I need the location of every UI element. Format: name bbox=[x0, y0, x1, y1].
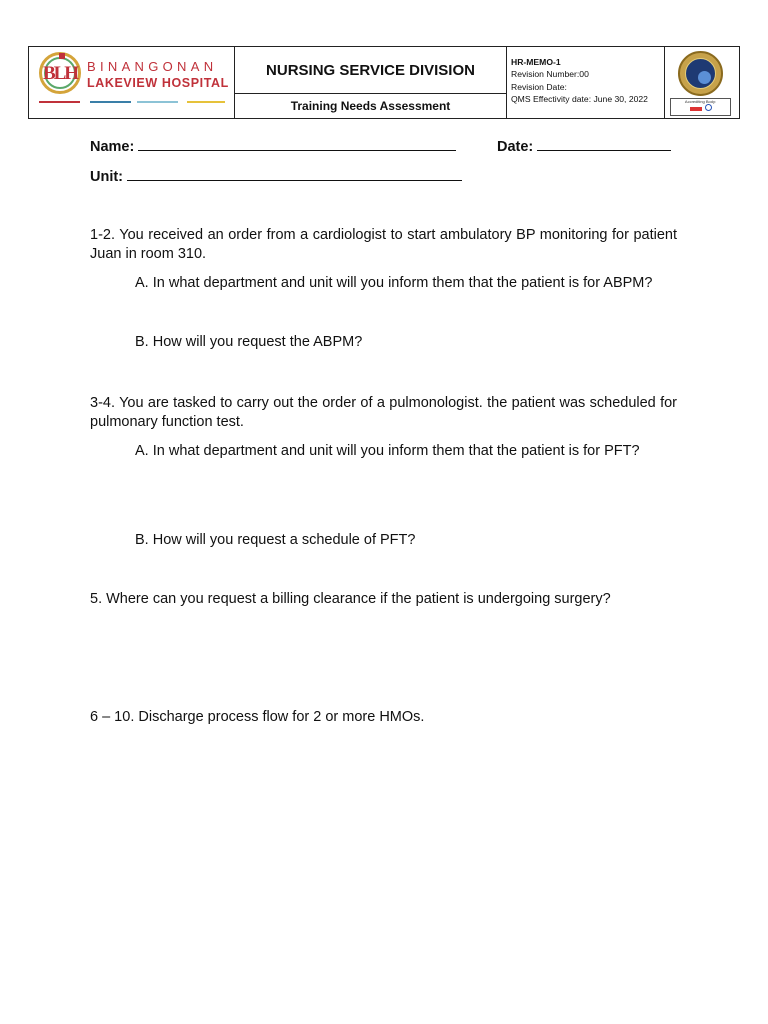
logo-initials: BLH bbox=[42, 63, 78, 84]
unit-field bbox=[90, 167, 462, 185]
question-3-4: 3-4. You are tasked to carry out the order of a pulmonologist. the patient was scheduled for pulmonary function test. bbox=[90, 395, 677, 430]
document-title: Training Needs Assessment bbox=[290, 99, 451, 113]
brand-stripe bbox=[90, 101, 131, 103]
revision-number: Revision Number:00 bbox=[511, 69, 589, 80]
accreditation-badge-icon bbox=[690, 107, 702, 111]
question-1-2: 1-2. You received an order from a cardiologist to start ambulatory BP monitoring for patient Juan in room 310. bbox=[90, 227, 677, 262]
name-label: Name: bbox=[90, 139, 135, 155]
iso-seal-icon bbox=[678, 51, 723, 96]
document-meta bbox=[511, 56, 663, 106]
brand-stripe bbox=[187, 101, 225, 103]
division-title: NURSING SERVICE DIVISION bbox=[266, 61, 475, 79]
revision-date: Revision Date: bbox=[511, 81, 567, 92]
unit-input-line[interactable] bbox=[127, 167, 462, 181]
brand-stripe bbox=[39, 101, 80, 103]
accreditation-label: Accrediting Body: bbox=[684, 99, 717, 104]
hospital-name-line2: LAKEVIEW HOSPITAL bbox=[87, 76, 229, 90]
question-6-10: 6 – 10. Discharge process flow for 2 or more HMOs. bbox=[90, 709, 425, 725]
question-3-4-b: B. How will you request a schedule of PFT? bbox=[135, 532, 416, 548]
question-5: 5. Where can you request a billing clearance if the patient is undergoing surgery? bbox=[90, 591, 611, 607]
document-header bbox=[28, 46, 740, 119]
question-3-4-a: A. In what department and unit will you inform them that the patient is for PFT? bbox=[135, 443, 640, 459]
unit-label: Unit: bbox=[90, 169, 124, 185]
name-field bbox=[90, 137, 456, 155]
accreditation-box bbox=[670, 98, 731, 116]
effectivity-date: QMS Effectivity date: June 30, 2022 bbox=[511, 94, 648, 105]
name-input-line[interactable] bbox=[138, 137, 456, 151]
question-1-2-a: A. In what department and unit will you inform them that the patient is for ABPM? bbox=[135, 275, 653, 291]
question-1-2-b: B. How will you request the ABPM? bbox=[135, 334, 363, 350]
date-label: Date: bbox=[497, 139, 534, 155]
certification-area bbox=[665, 47, 739, 118]
hospital-logo bbox=[29, 47, 234, 118]
accreditation-mark-icon bbox=[705, 104, 712, 111]
date-input-line[interactable] bbox=[537, 137, 671, 151]
brand-stripe bbox=[137, 101, 178, 103]
hospital-name-line1: BINANGONAN bbox=[87, 59, 218, 74]
date-field bbox=[497, 137, 671, 155]
header-divider bbox=[506, 47, 507, 118]
doc-code: HR-MEMO-1 bbox=[511, 57, 561, 67]
caduceus-logo-icon bbox=[39, 52, 81, 94]
